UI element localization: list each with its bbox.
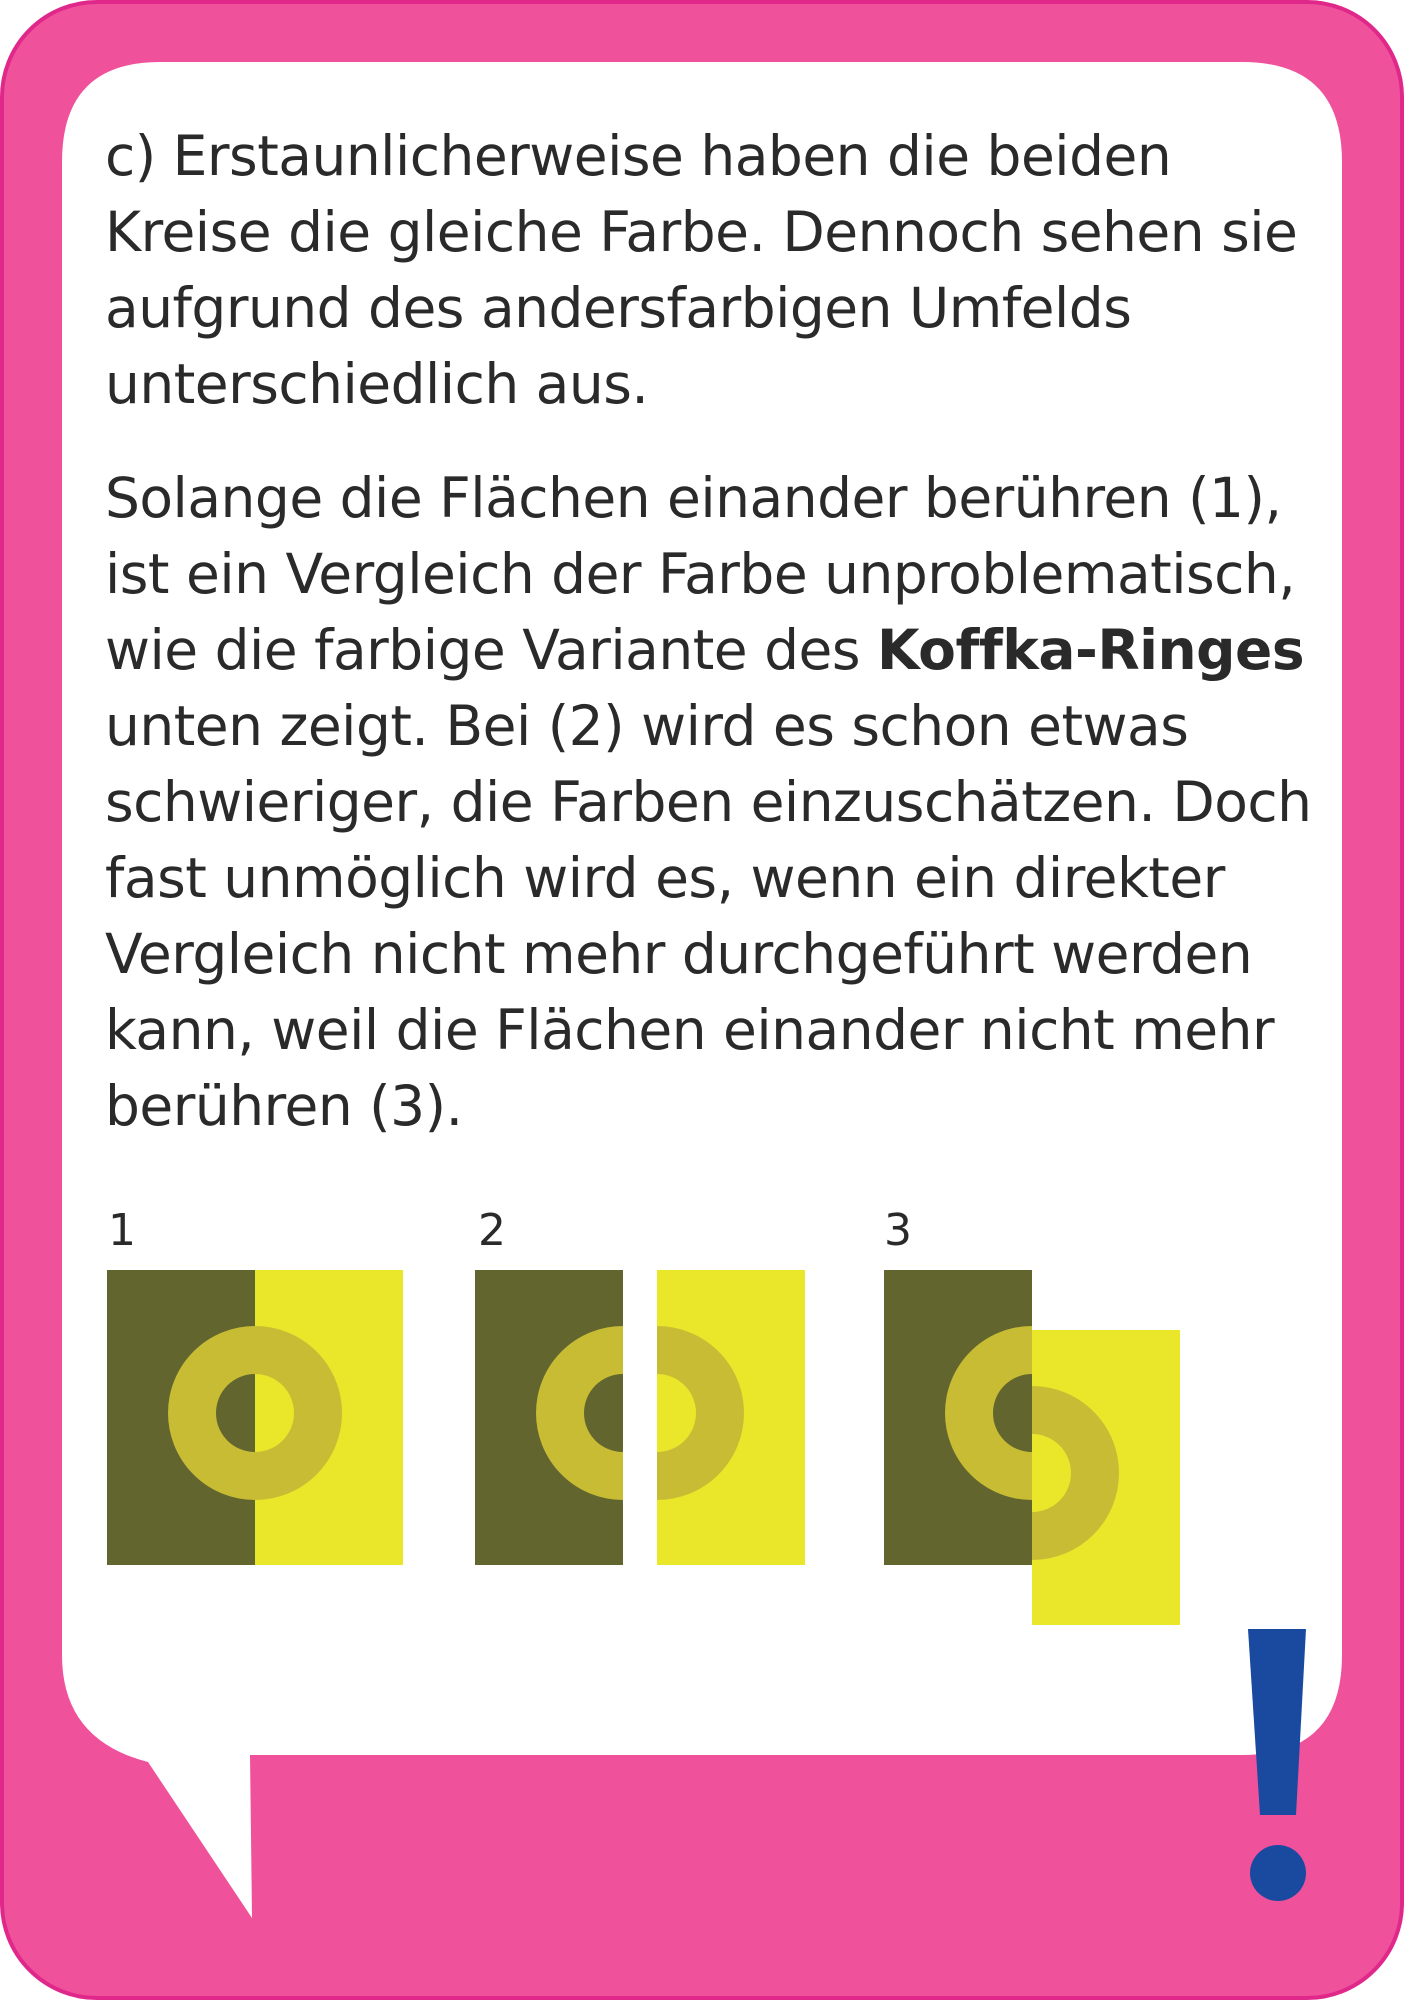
text-line: ist ein Vergleich der Farbe unproblematisch, — [105, 542, 1296, 606]
koffka-ring-figure-1 — [107, 1270, 403, 1565]
text-line: Kreise die gleiche Farbe. Dennoch sehen sie — [105, 200, 1298, 264]
text-line: c) Erstaunlicherweise haben die beiden — [105, 124, 1172, 188]
text-line: unten zeigt. Bei (2) wird es schon etwas — [105, 694, 1189, 758]
text-line: aufgrund des andersfarbigen Umfelds — [105, 276, 1132, 340]
text-line: Solange die Flächen einander berühren (1), — [105, 466, 1282, 530]
exclamation-mark-icon — [1240, 1625, 1320, 1915]
figure-1-label: 1 — [108, 1205, 136, 1256]
paragraph-2 — [105, 460, 1312, 1144]
explanation-text — [105, 118, 1312, 1144]
text-line: berühren (3). — [105, 1074, 463, 1138]
text-line-with-term — [105, 612, 1305, 688]
text-line: unterschiedlich aus. — [105, 352, 649, 416]
koffka-ring-term: Koffka-Ringes — [877, 618, 1305, 682]
text-line-prefix: wie die farbige Variante des — [105, 618, 877, 682]
figure-3-label: 3 — [884, 1205, 912, 1256]
text-line: schwieriger, die Farben einzuschätzen. Doch — [105, 770, 1312, 834]
exclamation-dot — [1250, 1845, 1306, 1901]
exclamation-bar — [1248, 1629, 1306, 1815]
figure-2-label: 2 — [478, 1205, 506, 1256]
text-line: fast unmöglich wird es, wenn ein direkter — [105, 846, 1225, 910]
text-line: Vergleich nicht mehr durchgeführt werden — [105, 922, 1253, 986]
koffka-ring-figure-3 — [884, 1270, 1180, 1625]
koffka-ring-figure-2 — [475, 1270, 805, 1565]
paragraph-1 — [105, 118, 1305, 422]
text-line: kann, weil die Flächen einander nicht mehr — [105, 998, 1275, 1062]
